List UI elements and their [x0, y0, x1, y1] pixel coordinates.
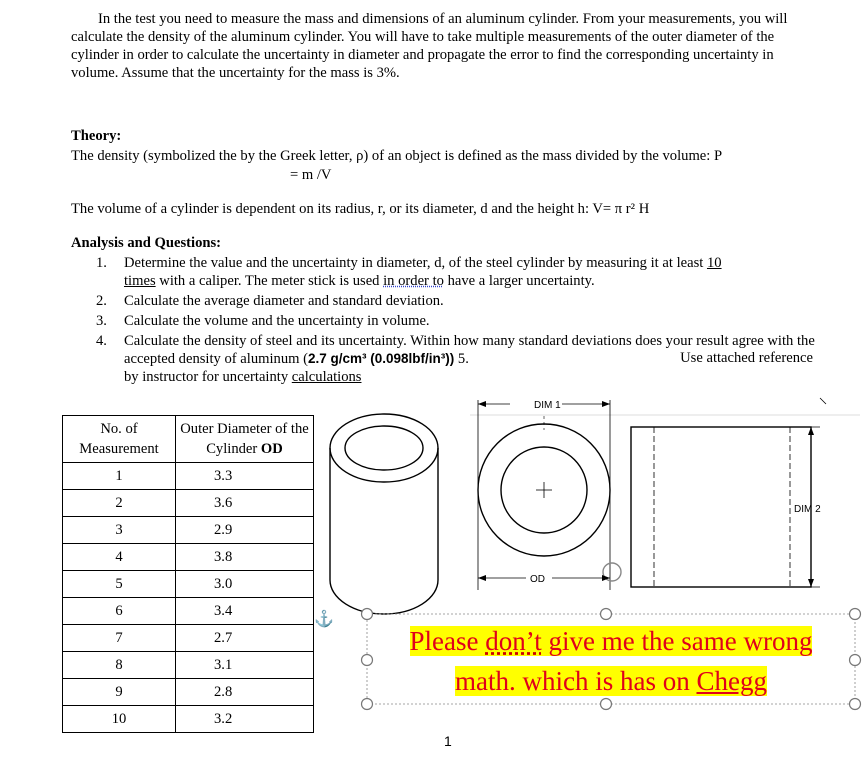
- question-text-underlined: 10: [706, 255, 722, 271]
- question-text-underlined: calculations: [291, 368, 362, 385]
- table-row: [63, 625, 314, 652]
- measurement-number: 1: [63, 463, 176, 490]
- outer-diameter-value: 3.8: [176, 544, 314, 571]
- measurement-number: 8: [63, 652, 176, 679]
- measurement-number: 10: [63, 706, 176, 733]
- dim1-arrow-right: [602, 401, 610, 407]
- plea-note[interactable]: [386, 621, 836, 701]
- table-row: [63, 463, 314, 490]
- measurement-number: 4: [63, 544, 176, 571]
- question-1: [96, 255, 821, 290]
- anchor-icon: ⚓: [314, 611, 334, 628]
- question-3: [96, 313, 821, 331]
- question-2: [96, 293, 821, 311]
- measurement-table: [62, 415, 314, 733]
- question-text: by instructor for uncertainty: [124, 368, 292, 385]
- header-outer-diameter-text: Outer Diameter of the Cylinder: [180, 421, 309, 457]
- volume-text: The volume of a cylinder is dependent on its radius, r, or its diameter, d and the height h: V= π r² H: [71, 201, 650, 217]
- accepted-density: 2.7 g/cm³ (0.098lbf/in³)): [307, 351, 455, 366]
- theory-formula: = m /V: [290, 167, 332, 183]
- dim1-label: DIM 1: [534, 400, 561, 411]
- question-text: with a caliper. The meter stick is used: [155, 272, 384, 289]
- question-number: 2.: [96, 292, 107, 309]
- od-arrow-left: [478, 575, 486, 581]
- od-arrow-right: [602, 575, 610, 581]
- outer-diameter-value: 3.1: [176, 652, 314, 679]
- analysis-heading: Analysis and Questions:: [71, 235, 222, 251]
- question-number: 3.: [96, 312, 107, 329]
- ring-view: [478, 400, 621, 590]
- question-4: [96, 333, 821, 387]
- side-view: [631, 398, 826, 587]
- isometric-cylinder: [330, 414, 438, 614]
- outer-diameter-value: 3.2: [176, 706, 314, 733]
- outer-diameter-value: 3.4: [176, 598, 314, 625]
- measurement-number: 2: [63, 490, 176, 517]
- header-outer-diameter: [176, 416, 314, 463]
- measurement-number: 5: [63, 571, 176, 598]
- outer-diameter-value: 3.3: [176, 463, 314, 490]
- question-number: 1.: [96, 255, 107, 271]
- questions-list: [96, 255, 821, 389]
- intro-paragraph: In the test you need to measure the mass and dimensions of an aluminum cylinder. From your measurements, you will calculate the density of the aluminum cylinder. You will have to take multiple measurements of the outer diameter of the cylinder in order to calculate the uncertainty in diameter and propagate the error to find the corresponding uncertainty in volume. Assume that the uncertainty for the mass is 3%.: [71, 11, 788, 81]
- plea-part-chegg: Chegg: [696, 666, 767, 696]
- header-measurement-number: No. of Measurement: [63, 416, 176, 463]
- table-row: [63, 571, 314, 598]
- question-text: Calculate the average diameter and standard deviation.: [124, 292, 444, 309]
- measurement-number: 9: [63, 679, 176, 706]
- table-row: [63, 490, 314, 517]
- table-row: [63, 706, 314, 733]
- measurement-number: 7: [63, 625, 176, 652]
- dim2-label: DIM 2: [794, 504, 821, 515]
- question-text: Determine the value and the uncertainty in diameter, d, of the steel cylinder by measuring it at least: [124, 255, 707, 271]
- question-text: have a larger uncertainty.: [443, 272, 595, 289]
- page-number: 1: [444, 733, 452, 749]
- dim1-arrow-left: [478, 401, 486, 407]
- measurement-number: 3: [63, 517, 176, 544]
- outer-diameter-value: 3.6: [176, 490, 314, 517]
- plea-part-dont: don’t: [485, 626, 542, 656]
- table-row: [63, 517, 314, 544]
- theory-heading: Theory:: [71, 128, 122, 144]
- measurement-number: 6: [63, 598, 176, 625]
- outer-diameter-value: 2.8: [176, 679, 314, 706]
- table-row: [63, 598, 314, 625]
- dim2-arrow-bottom: [808, 579, 814, 587]
- od-label: OD: [530, 574, 545, 585]
- question-number: 4.: [96, 332, 107, 349]
- question-text-flagged: in order to: [383, 272, 444, 289]
- question-text: 5.: [454, 351, 469, 367]
- outer-diameter-value: 3.0: [176, 571, 314, 598]
- question-text: Calculate the density of steel and its uncertainty. Within how many standard deviations does your result agree with the accepted density of aluminum (: [124, 332, 815, 367]
- table-row: [63, 679, 314, 706]
- outer-diameter-value: 2.7: [176, 625, 314, 652]
- question-text-underlined: times: [124, 272, 156, 289]
- header-od-abbrev: OD: [260, 441, 283, 457]
- question-text: Calculate the volume and the uncertainty in volume.: [124, 312, 430, 329]
- plea-text: [410, 626, 813, 696]
- table-row: [63, 544, 314, 571]
- plea-part: Please: [409, 626, 486, 656]
- theory-text: The density (symbolized the by the Greek letter, ρ) of an object is defined as the mass divided by the volume: P: [71, 148, 723, 164]
- dim2-arrow-top: [808, 427, 814, 435]
- reference-note: Use attached reference: [680, 350, 813, 366]
- outer-diameter-value: 2.9: [176, 517, 314, 544]
- plea-part: give me the same wrong math. which is has on: [455, 626, 813, 696]
- table-row: [63, 652, 314, 679]
